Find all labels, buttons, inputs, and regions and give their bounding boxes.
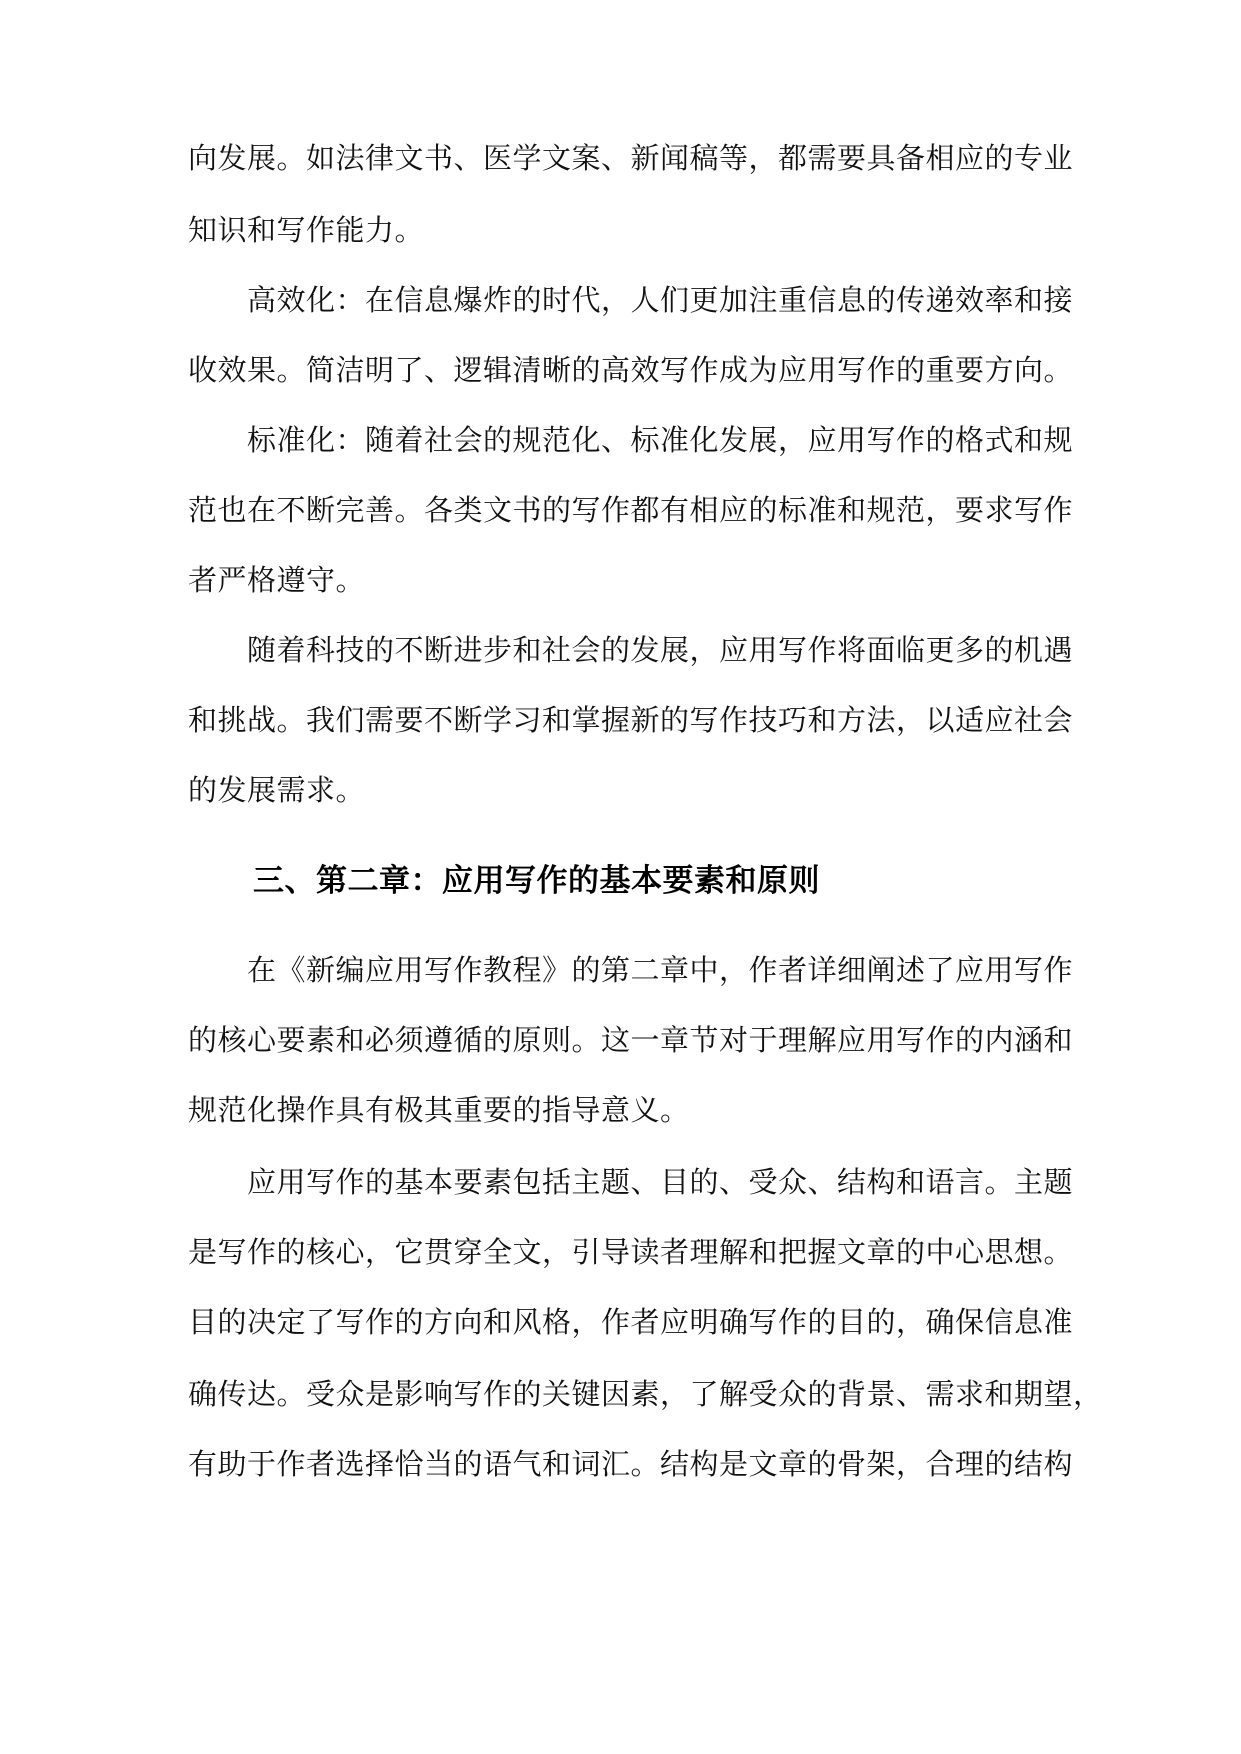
paragraph-line: 高效化：在信息爆炸的时代，人们更加注重信息的传递效率和接 — [247, 283, 1074, 317]
paragraph-line: 随着科技的不断进步和社会的发展，应用写作将面临更多的机遇 — [247, 633, 1074, 667]
paragraph-line: 向发展。如法律文书、医学文案、新闻稿等，都需要具备相应的专业 — [188, 141, 1074, 175]
paragraph-line: 应用写作的基本要素包括主题、目的、受众、结构和语言。主题 — [247, 1165, 1074, 1199]
paragraph-line: 有助于作者选择恰当的语气和词汇。结构是文章的骨架，合理的结构 — [188, 1447, 1074, 1481]
paragraph-line: 确传达。受众是影响写作的关键因素，了解受众的背景、需求和期望， — [188, 1377, 1103, 1411]
paragraph-line: 和挑战。我们需要不断学习和掌握新的写作技巧和方法，以适应社会 — [188, 703, 1074, 737]
paragraph-line: 在《新编应用写作教程》的第二章中，作者详细阐述了应用写作 — [247, 953, 1074, 987]
paragraph-line: 的核心要素和必须遵循的原则。这一章节对于理解应用写作的内涵和 — [188, 1023, 1074, 1057]
paragraph-line: 规范化操作具有极其重要的指导意义。 — [188, 1093, 690, 1127]
paragraph-line: 是写作的核心，它贯穿全文，引导读者理解和把握文章的中心思想。 — [188, 1235, 1074, 1269]
paragraph-line: 者严格遵守。 — [188, 563, 366, 597]
paragraph-line: 范也在不断完善。各类文书的写作都有相应的标准和规范，要求写作 — [188, 493, 1074, 527]
section-heading: 三、第二章：应用写作的基本要素和原则 — [253, 863, 820, 899]
paragraph-line: 的发展需求。 — [188, 773, 366, 807]
paragraph-line: 知识和写作能力。 — [188, 213, 425, 247]
paragraph-line: 标准化：随着社会的规范化、标准化发展，应用写作的格式和规 — [247, 423, 1074, 457]
paragraph-line: 收效果。简洁明了、逻辑清晰的高效写作成为应用写作的重要方向。 — [188, 353, 1074, 387]
paragraph-line: 目的决定了写作的方向和风格，作者应明确写作的目的，确保信息准 — [188, 1305, 1074, 1339]
